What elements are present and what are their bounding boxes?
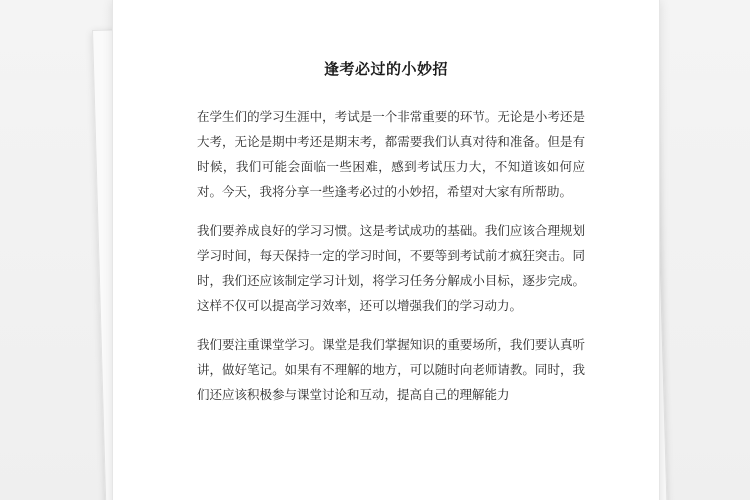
paragraph-3: 我们要注重课堂学习。课堂是我们掌握知识的重要场所，我们要认真听讲，做好笔记。如果有不理解的地方，可以随时向老师请教。同时，我们还应该积极参与课堂讨论和互动，提高自己的理解能力 bbox=[197, 337, 585, 402]
paragraph-1: 在学生们的学习生涯中，考试是一个非常重要的环节。无论是小考还是大考，无论是期中考还是期末考，都需要我们认真对待和准备。但是有时候，我们可能会面临一些困难，感到考试压力大，不知道该如何应对。今天，我将分享一些逢考必过的小妙招，希望对大家有所帮助。 bbox=[197, 109, 585, 199]
document-body bbox=[197, 104, 585, 421]
document-page bbox=[112, 0, 660, 500]
document-title: 逢考必过的小妙招 bbox=[323, 60, 448, 78]
paragraph-2: 我们要养成良好的学习习惯。这是考试成功的基础。我们应该合理规划学习时间，每天保持一定的学习时间，不要等到考试前才疯狂突击。同时，我们还应该制定学习计划，将学习任务分解成小目标，逐步完成。这样不仅可以提高学习效率，还可以增强我们的学习动力。 bbox=[197, 223, 585, 313]
